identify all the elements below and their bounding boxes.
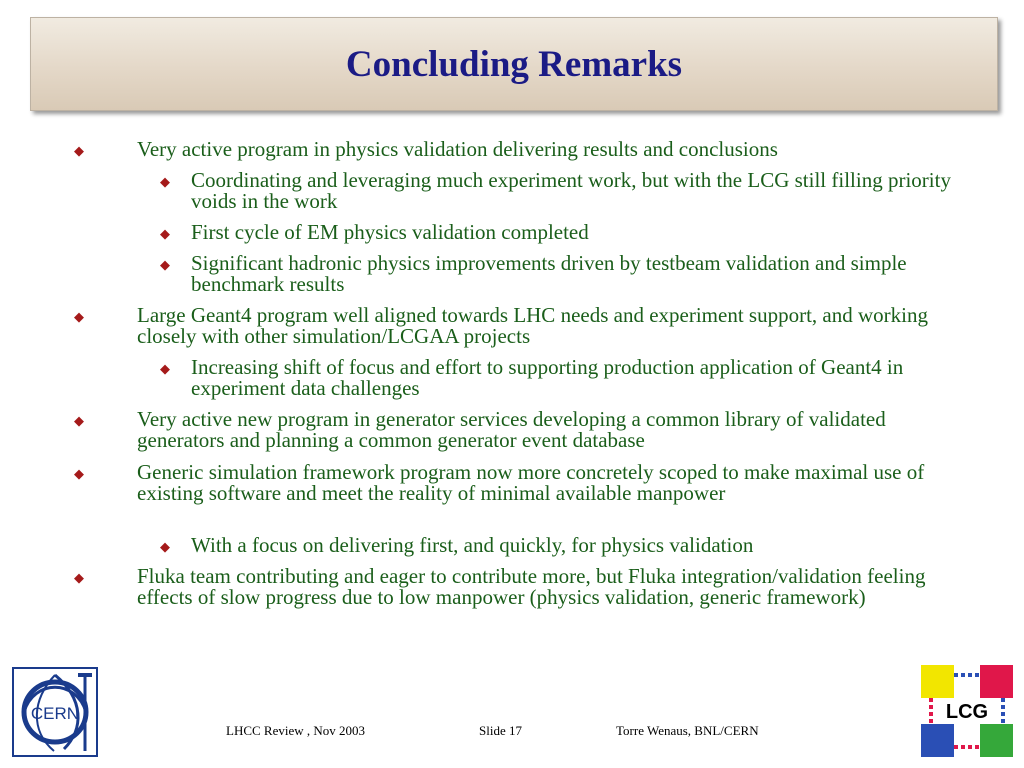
cern-logo-text: CERN [30,704,80,723]
sub-bullet-item [160,220,981,244]
bullet-text: Very active program in physics validation delivering results and conclusions [137,137,778,161]
title-banner [30,17,998,111]
bullet-item [74,407,967,452]
footer-author: Torre Wenaus, BNL/CERN [616,723,759,738]
lcg-logo-graphic [921,665,1013,757]
bullet-text: Fluka team contributing and eager to contribute more, but Fluka integration/validation feeling effects of slow progress due to low manpower (physics validation, generic framework) [137,564,926,609]
footer-event: LHCC Review , Nov 2003 [226,723,366,738]
bullet-text: Large Geant4 program well aligned towards LHC needs and experiment support, and working closely with other simulation/LCGAA projects [137,303,928,348]
cern-logo-graphic [14,669,96,755]
diamond-bullet-icon: ◆ [74,466,84,481]
bullet-text: Increasing shift of focus and effort to supporting production application of Geant4 in experiment data challenges [191,355,904,400]
sub-bullet-item [160,355,981,400]
bullet-text: Coordinating and leveraging much experiment work, but with the LCG still filling priority voids in the work [191,168,951,213]
diamond-bullet-icon: ◆ [160,539,170,554]
bullet-text: First cycle of EM physics validation completed [191,220,589,244]
diamond-bullet-icon: ◆ [74,309,84,324]
footer-slide-number: Slide 17 [479,723,522,738]
bullet-text: Very active new program in generator services developing a common library of validated generators and planning a common generator event database [137,407,886,452]
lcg-logo-text: LCG [945,701,989,723]
diamond-bullet-icon: ◆ [160,361,170,376]
sub-bullet-item [160,533,981,557]
diamond-bullet-icon: ◆ [160,226,170,241]
sub-bullet-item [160,168,981,213]
bullet-text: Generic simulation framework program now more concretely scoped to make maximal use of existing software and meet the reality of minimal available manpower [137,460,925,505]
bullet-item [74,303,967,348]
bullet-text: Significant hadronic physics improvements driven by testbeam validation and simple benchmark results [191,251,907,296]
diamond-bullet-icon: ◆ [74,143,84,158]
diamond-bullet-icon: ◆ [160,174,170,189]
diamond-bullet-icon: ◆ [74,413,84,428]
slide-title: Concluding Remarks [345,43,683,85]
bullet-item [74,137,967,161]
diamond-bullet-icon: ◆ [74,570,84,585]
sub-bullet-item [160,251,981,296]
bullet-item [74,564,967,609]
bullet-item [74,460,967,505]
cern-logo-icon [12,667,98,757]
diamond-bullet-icon: ◆ [160,257,170,272]
bullet-text: With a focus on delivering first, and quickly, for physics validation [191,533,754,557]
lcg-logo-icon [921,665,1013,757]
